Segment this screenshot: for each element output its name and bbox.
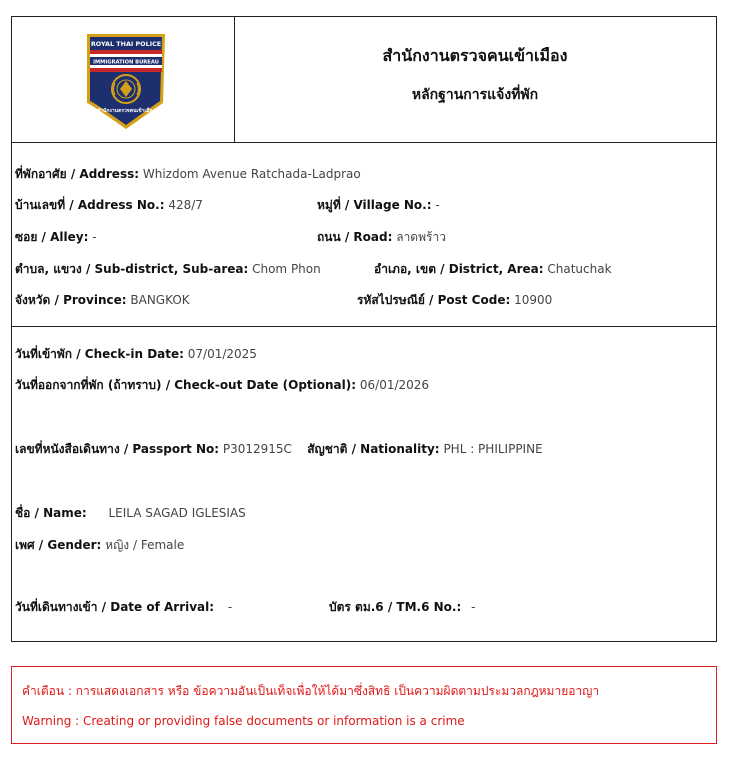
district-label: อำเภอ, เขต / District, Area:	[374, 262, 544, 276]
checkin-value: 07/01/2025	[187, 347, 257, 361]
address-no-label: บ้านเลขที่ / Address No.:	[15, 198, 165, 212]
name-row	[15, 504, 246, 523]
checkin-label: วันที่เข้าพัก / Check-in Date:	[15, 347, 184, 361]
address-no-value: 428/7	[168, 198, 203, 212]
passport-label: เลขที่หนังสือเดินทาง / Passport No:	[15, 442, 220, 456]
logo-bottom-text: สำนักงานตรวจคนเข้าเมือง	[97, 108, 155, 114]
title-cell	[234, 17, 716, 142]
postcode-label: รหัสไปรษณีย์ / Post Code:	[357, 293, 511, 307]
alley-row	[15, 228, 97, 247]
address-label: ที่พักอาศัย / Address:	[15, 167, 140, 181]
gender-row	[15, 536, 184, 555]
logo-cell	[12, 17, 235, 142]
subdistrict-row	[15, 260, 321, 279]
district-row	[374, 260, 612, 279]
road-row	[317, 228, 446, 247]
passport-value: P3012915C	[222, 442, 292, 456]
document-header	[11, 16, 717, 143]
address-no-row	[15, 196, 203, 215]
village-row	[317, 196, 440, 215]
arrival-label: วันที่เดินทางเข้า / Date of Arrival:	[15, 600, 215, 614]
postcode-value: 10900	[514, 293, 553, 307]
stay-section	[11, 326, 717, 642]
province-value: BANGKOK	[130, 293, 190, 307]
postcode-row	[357, 291, 552, 310]
logo-banner-text: IMMIGRATION BUREAU	[93, 59, 159, 66]
village-value: -	[435, 198, 440, 212]
road-label: ถนน / Road:	[317, 230, 393, 244]
province-label: จังหวัด / Province:	[15, 293, 127, 307]
nationality-value: PHL : PHILIPPINE	[443, 442, 543, 456]
alley-label: ซอย / Alley:	[15, 230, 89, 244]
warning-box	[11, 666, 717, 744]
address-section	[11, 142, 717, 327]
address-row	[15, 165, 361, 184]
gender-label: เพศ / Gender:	[15, 538, 102, 552]
office-name: สำนักงานตรวจคนเข้าเมือง	[382, 46, 568, 65]
name-value: LEILA SAGAD IGLESIAS	[108, 506, 246, 520]
road-value: ลาดพร้าว	[396, 230, 446, 244]
immigration-bureau-logo	[12, 17, 234, 142]
tm6-row	[329, 598, 475, 617]
document-title: หลักฐานการแจ้งที่พัก	[411, 87, 539, 103]
subdistrict-value: Chom Phon	[252, 262, 321, 276]
warning-thai: คำเตือน : การแสดงเอกสาร หรือ ข้อความอันเป็นเท็จเพื่อให้ได้มาซึ่งสิทธิ เป็นความผิดตามประมวลกฎหมายอาญา	[22, 684, 600, 698]
checkout-label: วันที่ออกจากที่พัก (ถ้าทราบ) / Check-out Date (Optional):	[15, 378, 357, 392]
tm6-label: บัตร ตม.6 / TM.6 No.:	[329, 600, 462, 614]
arrival-row	[15, 598, 232, 617]
gender-value: หญิง / Female	[105, 538, 185, 552]
passport-row	[15, 440, 543, 459]
checkout-value: 06/01/2026	[359, 378, 430, 392]
alley-value: -	[92, 230, 97, 244]
subdistrict-label: ตำบล, แขวง / Sub-district, Sub-area:	[15, 262, 249, 276]
logo-top-text: ROYAL THAI POLICE	[90, 40, 162, 48]
village-label: หมู่ที่ / Village No.:	[317, 198, 432, 212]
warning-english: Warning : Creating or providing false documents or information is a crime	[22, 714, 465, 728]
nationality-label: สัญชาติ / Nationality:	[307, 442, 440, 456]
tm6-value: -	[471, 600, 476, 614]
district-value: Chatuchak	[547, 262, 612, 276]
checkin-row	[15, 345, 257, 364]
name-label: ชื่อ / Name:	[15, 506, 87, 520]
checkout-row	[15, 376, 429, 395]
address-value: Whizdom Avenue Ratchada-Ladprao	[142, 167, 361, 181]
arrival-value: -	[227, 600, 233, 614]
province-row	[15, 291, 190, 310]
